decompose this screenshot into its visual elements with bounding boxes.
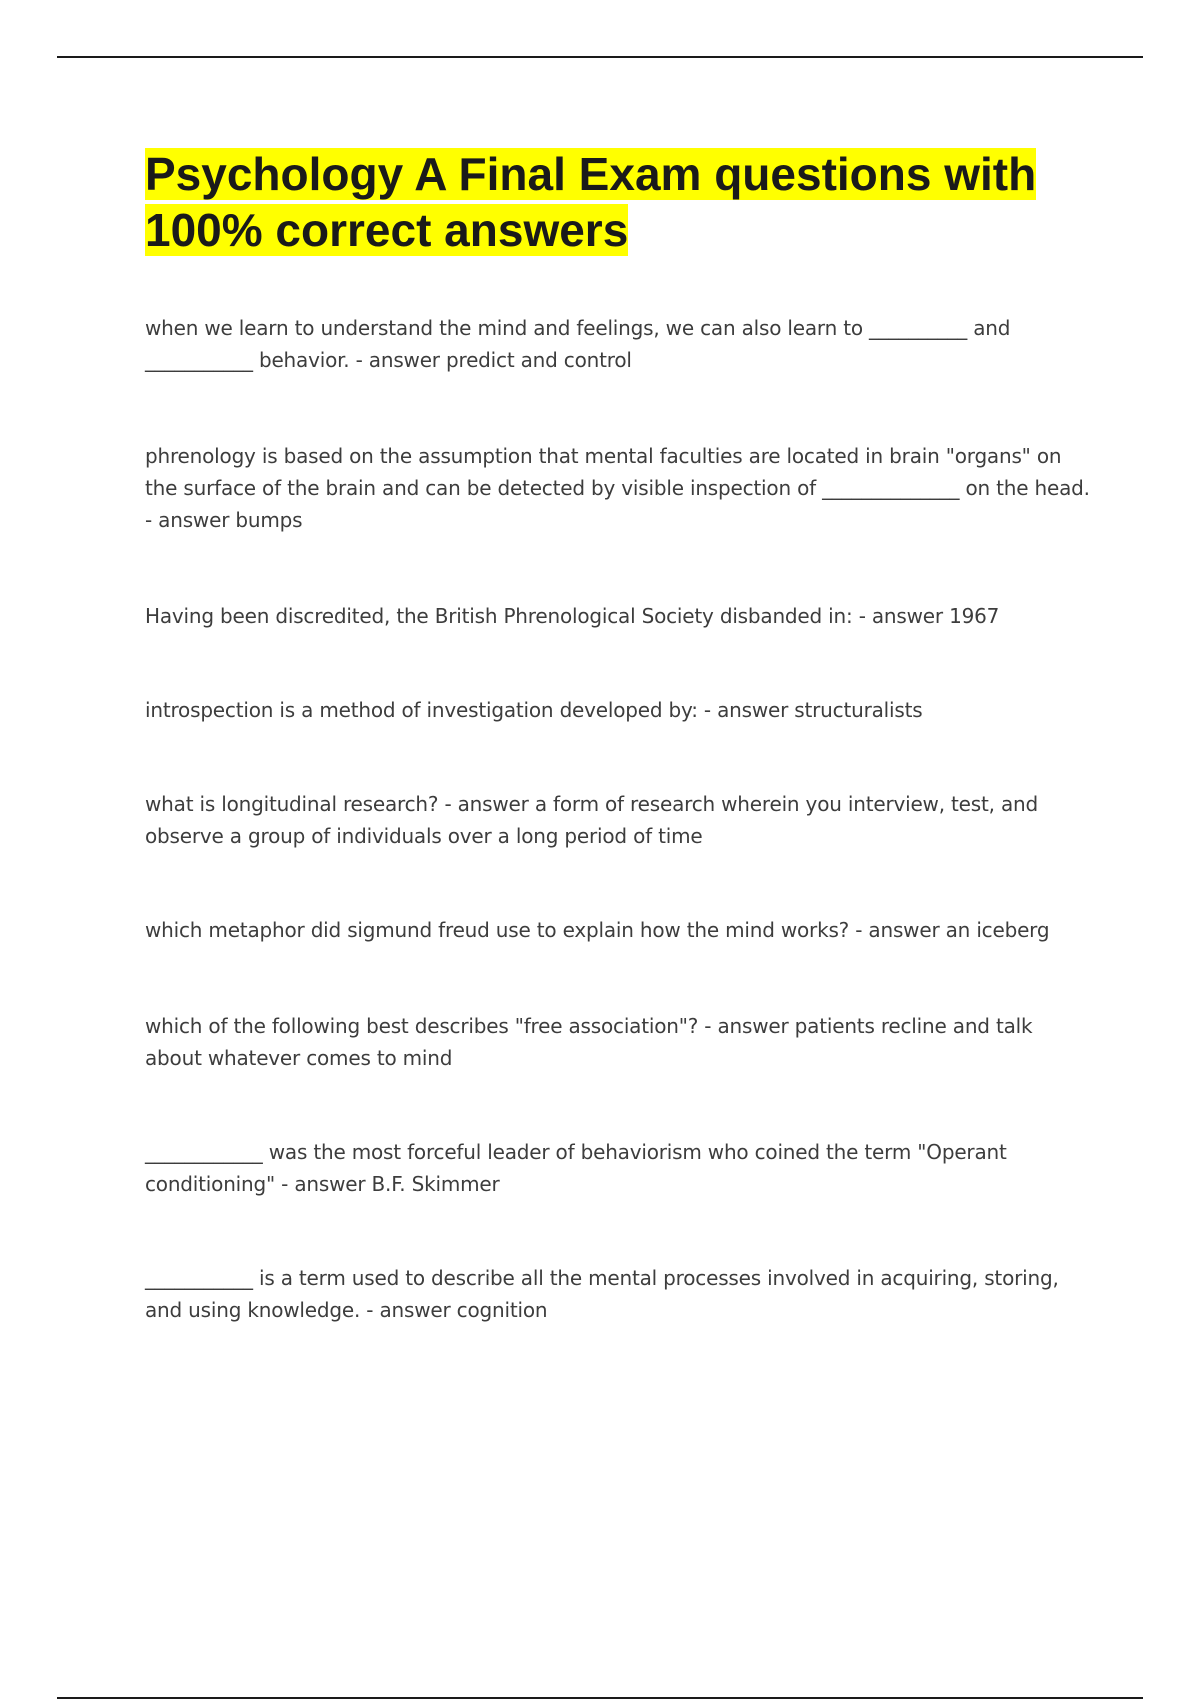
qa-item-4: introspection is a method of investigation developed by: - answer structuralists [145,698,923,722]
footer-rule [57,1697,1143,1699]
document-body [145,146,1090,1326]
qa-item-5: what is longitudinal research? - answer a form of research wherein you interview, test, and observe a group of individuals over a long period of time [145,792,1038,848]
qa-item-1: when we learn to understand the mind and feelings, we can also learn to __________ and ___________ behavior. - answer predict and control [145,316,1011,372]
qa-item-9: ___________ is a term used to describe all the mental processes involved in acquiring, storing, and using knowledge. - answer cognition [145,1266,1059,1322]
qa-item-8: ____________ was the most forceful leader of behaviorism who coined the term "Operant conditioning" - answer B.F. Skimmer [145,1140,1007,1196]
document-title-text: Psychology A Final Exam questions with 100% correct answers [145,148,1037,256]
qa-item-7: which of the following best describes "free association"? - answer patients recline and talk about whatever comes to mind [145,1014,1033,1070]
qa-item-6: which metaphor did sigmund freud use to explain how the mind works? - answer an iceberg [145,918,1050,942]
qa-item-3: Having been discredited, the British Phrenological Society disbanded in: - answer 1967 [145,604,1000,628]
header-rule [57,56,1143,58]
qa-item-2: phrenology is based on the assumption that mental faculties are located in brain "organs" on the surface of the brain and can be detected by visible inspection of ______________ on the head. - answer bumps [145,444,1090,532]
document-title [145,146,1090,258]
